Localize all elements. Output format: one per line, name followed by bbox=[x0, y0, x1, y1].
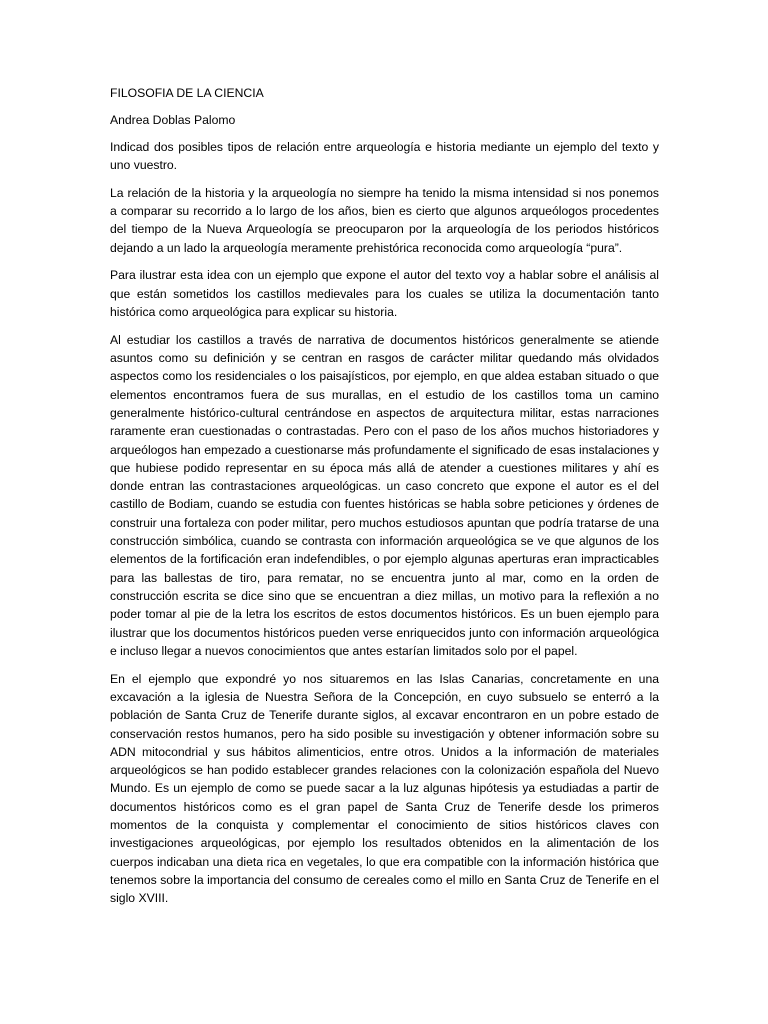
question-paragraph: Indicad dos posibles tipos de relación entre arqueología e historia mediante un ejemplo del texto y uno vuestro. bbox=[110, 139, 659, 172]
document-title: FILOSOFIA DE LA CIENCIA bbox=[110, 86, 264, 100]
body-paragraph: En el ejemplo que expondré yo nos situaremos en las Islas Canarias, concretamente en una excavación a la iglesia de Nuestra Señora de la Concepción, en cuyo subsuelo se enterró a la población de Santa Cruz de Tenerife durante siglos, al excavar encontraron en un pobre estado de conservación restos humanos, pero ha sido posible su investigación y obtener información sobre su ADN mitocondrial y sus hábitos alimenticios, entre otros. Unidos a la información de materiales arqueológicos se han podido establecer grandes relaciones con la colonización española del Nuevo Mundo. Es un ejemplo de como se puede sacar a la luz algunas hipótesis ya estudiadas a partir de documentos históricos como es el gran papel de Santa Cruz de Tenerife desde los primeros momentos de la conquista y complementar el conocimiento de sitios históricos claves con investigaciones arqueológicas, por ejemplo los resultados obtenidos en la alimentación de los cuerpos indicaban una dieta rica en vegetales, lo que era compatible con la información histórica que tenemos sobre la importancia del consumo de cereales como el millo en Santa Cruz de Tenerife en el siglo XVIII. bbox=[110, 671, 659, 906]
document-page bbox=[110, 84, 659, 917]
body-paragraph: Para ilustrar esta idea con un ejemplo que expone el autor del texto voy a hablar sobre el análisis al que están sometidos los castillos medievales para los cuales se utiliza la documentación tanto histórica como arqueológica para explicar su historia. bbox=[110, 268, 659, 319]
body-paragraph: Al estudiar los castillos a través de narrativa de documentos históricos generalmente se atiende asuntos como su definición y se centran en rasgos de carácter militar quedando más olvidados aspectos como los residenciales o los paisajísticos, por ejemplo, en que aldea estaban situado o que elementos encontramos fuera de sus murallas, en el estudio de los castillos toma un camino generalmente histórico-cultural centrándose en aspectos de arquitectura militar, estas narraciones raramente eran cuestionadas o contrastadas. Pero con el paso de los años muchos historiadores y arqueólogos han empezado a cuestionarse más profundamente el significado de esas instalaciones y que hubiese podido representar en su época más allá de atender a cuestiones militares y ahí es donde entran las contrastaciones arqueológicas. un caso concreto que expone el autor es el del castillo de Bodiam, cuando se estudia con fuentes históricas se habla sobre peticiones y órdenes de construir una fortaleza con poder militar, pero muchos estudiosos apuntan que podría tratarse de una construcción simbólica, cuando se contrasta con información arqueológica se ve que algunos de los elementos de la fortificación eran indefendibles, o por ejemplo algunas aperturas eran impracticables para las ballestas de tiro, para rematar, no se encuentra junto al mar, como en la orden de construcción escrita se dice sino que se encuentran a diez millas, un motivo para la reflexión a no poder tomar al pie de la letra los escritos de estos documentos históricos. Es un buen ejemplo para ilustrar que los documentos históricos pueden verse enriquecidos junto con información arqueológica e incluso llegar a nuevos conocimientos que antes estarían limitados solo por el papel. bbox=[110, 332, 659, 658]
body-paragraph: La relación de la historia y la arqueología no siempre ha tenido la misma intensidad si nos ponemos a comparar su recorrido a lo largo de los años, bien es cierto que algunos arqueólogos procedentes del tiempo de la Nueva Arqueología se preocuparon por la arqueología de los periodos históricos dejando a un lado la arqueología meramente prehistórica reconocida como arqueología “pura”. bbox=[110, 185, 659, 255]
document-author: Andrea Doblas Palomo bbox=[110, 112, 236, 127]
